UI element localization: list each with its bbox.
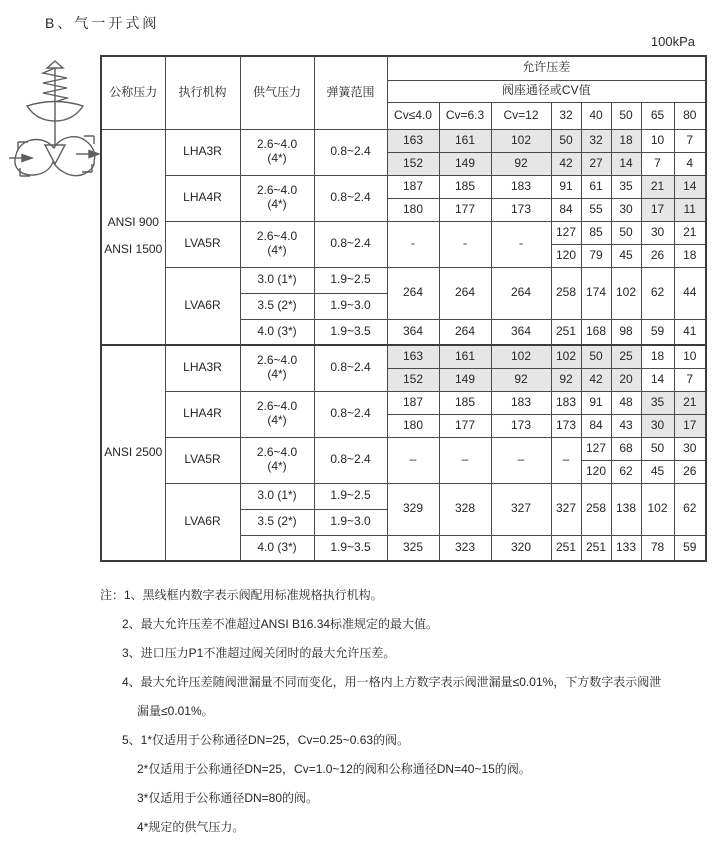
note-line: 5、1*仅适用于公称通径DN=25，Cv=0.25~0.63的阀。 [122,733,410,747]
value-cell: 14 [674,175,706,198]
actuator-cell: LHA4R [165,175,240,221]
value-cell: 92 [491,152,551,175]
value-cell: 98 [611,319,641,345]
value-cell: 50 [581,345,611,368]
supply-pressure-cell: 2.6~4.0 (4*) [240,437,314,483]
value-cell: 84 [581,414,611,437]
value-cell: 251 [551,319,581,345]
supply-pressure-cell: 2.6~4.0 (4*) [240,175,314,221]
supply-pressure-cell: 4.0 (3*) [240,535,314,561]
value-cell: 173 [491,414,551,437]
table-row [101,267,706,293]
actuator-cell: LHA4R [165,391,240,437]
value-cell: 50 [611,221,641,244]
note-line: 4、最大允许压差随阀泄漏量不同而变化，用一格内上方数字表示阀泄漏量≤0.01%，下方数字表示阀泄 [122,675,662,689]
value-cell: 177 [439,198,491,221]
value-cell: 133 [611,535,641,561]
supply-pressure-cell: 2.6~4.0 (4*) [240,221,314,267]
value-cell: 325 [387,535,439,561]
value-cell: 78 [641,535,674,561]
value-cell: 30 [611,198,641,221]
table-row [101,175,706,198]
value-cell: 92 [491,368,551,391]
value-cell: 102 [491,345,551,368]
header-allow-dp: 允许压差 [387,56,706,80]
actuator-cell: LVA6R [165,483,240,561]
note-line: 3*仅适用于公称通径DN=80的阀。 [137,791,319,805]
value-cell: 21 [674,221,706,244]
value-cell: 17 [641,198,674,221]
value-cell: 30 [641,414,674,437]
spring-range-cell: 0.8~2.4 [314,345,387,391]
header-supply: 供气压力 [240,56,314,129]
value-cell: 138 [611,483,641,535]
value-cell: 7 [641,152,674,175]
value-cell: 258 [581,483,611,535]
value-cell: 61 [581,175,611,198]
value-cell: 183 [491,175,551,198]
value-cell: 18 [641,345,674,368]
value-cell: 20 [611,368,641,391]
value-cell: 62 [674,483,706,535]
value-cell: 21 [674,391,706,414]
value-cell: 91 [581,391,611,414]
value-cell: 68 [611,437,641,460]
actuator-cell: LHA3R [165,129,240,175]
value-cell: 79 [581,244,611,267]
pressure-class-cell: ANSI 900 ANSI 1500 [101,129,165,345]
value-cell: 43 [611,414,641,437]
header-cv-col: 40 [581,102,611,129]
table-row [101,483,706,509]
value-cell: 50 [641,437,674,460]
supply-pressure-cell: 2.6~4.0 (4*) [240,345,314,391]
value-cell: 10 [641,129,674,152]
valve-schematic-icon [8,58,104,188]
value-cell: 50 [551,129,581,152]
value-cell: 25 [611,345,641,368]
supply-pressure-cell: 2.6~4.0 (4*) [240,391,314,437]
value-cell: 127 [581,437,611,460]
value-cell: 32 [581,129,611,152]
header-cv-col: Cv=6.3 [439,102,491,129]
value-cell: 42 [551,152,581,175]
value-cell: 180 [387,414,439,437]
spring-range-cell: 1.9~3.0 [314,293,387,319]
spring-range-cell: 0.8~2.4 [314,175,387,221]
note-line: 2、最大允许压差不准超过ANSI B16.34标准规定的最大值。 [122,617,439,631]
actuator-cell: LVA5R [165,437,240,483]
value-cell: 102 [641,483,674,535]
value-cell: 187 [387,175,439,198]
value-cell: 45 [611,244,641,267]
value-cell: 174 [581,267,611,319]
value-cell: 30 [674,437,706,460]
pressure-class-cell: ANSI 2500 [101,345,165,561]
value-cell: 10 [674,345,706,368]
value-cell: 183 [491,391,551,414]
value-cell: 62 [641,267,674,319]
header-pressure: 公称压力 [101,56,165,129]
table-row [101,129,706,152]
supply-pressure-cell: 3.0 (1*) [240,267,314,293]
value-cell: 4 [674,152,706,175]
spec-table [100,55,707,562]
value-cell: 42 [581,368,611,391]
value-cell: 185 [439,391,491,414]
value-cell: 320 [491,535,551,561]
value-cell: 149 [439,368,491,391]
header-cv-col: 50 [611,102,641,129]
value-cell: 91 [551,175,581,198]
value-cell: 127 [551,221,581,244]
value-cell: 364 [387,319,439,345]
value-cell: 264 [439,319,491,345]
value-cell: 59 [674,535,706,561]
value-cell: 187 [387,391,439,414]
value-cell: 328 [439,483,491,535]
value-cell: – [439,437,491,483]
value-cell: 44 [674,267,706,319]
value-cell: 35 [641,391,674,414]
value-cell: 173 [491,198,551,221]
value-cell: 120 [551,244,581,267]
spring-range-cell: 0.8~2.4 [314,391,387,437]
value-cell: 41 [674,319,706,345]
value-cell: 14 [641,368,674,391]
notes-section [100,588,700,849]
value-cell: 102 [611,267,641,319]
actuator-cell: LVA6R [165,267,240,345]
value-cell: – [551,437,581,483]
value-cell: 26 [641,244,674,267]
spring-range-cell: 1.9~2.5 [314,267,387,293]
table-row [101,437,706,460]
value-cell: 48 [611,391,641,414]
value-cell: 327 [491,483,551,535]
value-cell: 92 [551,368,581,391]
value-cell: 11 [674,198,706,221]
table-row [101,391,706,414]
value-cell: 17 [674,414,706,437]
note-line: 2*仅适用于公称通径DN=25，Cv=1.0~12的阀和公称通径DN=40~15的阀。 [137,762,531,776]
table-row [101,345,706,368]
note-line: 3、进口压力P1不准超过阀关闭时的最大允许压差。 [122,646,396,660]
value-cell: - [439,221,491,267]
value-cell: 177 [439,414,491,437]
value-cell: 152 [387,152,439,175]
spring-range-cell: 1.9~3.5 [314,319,387,345]
note-line: 4*规定的供气压力。 [137,820,245,834]
table-row [101,221,706,244]
value-cell: 7 [674,129,706,152]
value-cell: 21 [641,175,674,198]
value-cell: 27 [581,152,611,175]
spring-range-cell: 1.9~3.0 [314,509,387,535]
supply-pressure-cell: 3.0 (1*) [240,483,314,509]
value-cell: 62 [611,460,641,483]
value-cell: 258 [551,267,581,319]
value-cell: 30 [641,221,674,244]
value-cell: 59 [641,319,674,345]
value-cell: 168 [581,319,611,345]
value-cell: 163 [387,129,439,152]
spring-range-cell: 0.8~2.4 [314,221,387,267]
value-cell: 149 [439,152,491,175]
value-cell: 185 [439,175,491,198]
note-line: 漏量≤0.01%。 [137,704,214,718]
value-cell: 264 [439,267,491,319]
value-cell: 55 [581,198,611,221]
value-cell: - [387,221,439,267]
value-cell: 84 [551,198,581,221]
value-cell: 364 [491,319,551,345]
value-cell: 327 [551,483,581,535]
value-cell: 45 [641,460,674,483]
header-cv-col: 80 [674,102,706,129]
actuator-cell: LHA3R [165,345,240,391]
page-title: B、气一开式阀 [45,15,160,31]
header-spring: 弹簧范围 [314,56,387,129]
value-cell: 18 [674,244,706,267]
value-cell: 152 [387,368,439,391]
value-cell: 163 [387,345,439,368]
value-cell: – [387,437,439,483]
value-cell: 183 [551,391,581,414]
header-cv-col: 65 [641,102,674,129]
value-cell: 35 [611,175,641,198]
value-cell: 251 [581,535,611,561]
actuator-cell: LVA5R [165,221,240,267]
value-cell: 251 [551,535,581,561]
supply-pressure-cell: 4.0 (3*) [240,319,314,345]
value-cell: - [491,221,551,267]
note-line: 注：1、黑线框内数字表示阀配用标准规格执行机构。 [100,588,383,602]
value-cell: 102 [551,345,581,368]
value-cell: 323 [439,535,491,561]
value-cell: 85 [581,221,611,244]
spring-range-cell: 1.9~3.5 [314,535,387,561]
spring-range-cell: 0.8~2.4 [314,129,387,175]
value-cell: 102 [491,129,551,152]
spring-range-cell: 0.8~2.4 [314,437,387,483]
value-cell: 161 [439,345,491,368]
value-cell: 26 [674,460,706,483]
header-seat-cv: 阀座通径或CV值 [387,80,706,102]
value-cell: 264 [387,267,439,319]
unit-label: 100kPa [650,34,695,49]
value-cell: 18 [611,129,641,152]
header-cv-col: Cv≤4.0 [387,102,439,129]
value-cell: 180 [387,198,439,221]
supply-pressure-cell: 2.6~4.0 (4*) [240,129,314,175]
value-cell: 7 [674,368,706,391]
header-cv-col: Cv=12 [491,102,551,129]
value-cell: 264 [491,267,551,319]
supply-pressure-cell: 3.5 (2*) [240,293,314,319]
header-cv-col: 32 [551,102,581,129]
value-cell: 329 [387,483,439,535]
value-cell: 120 [581,460,611,483]
spring-range-cell: 1.9~2.5 [314,483,387,509]
value-cell: 173 [551,414,581,437]
header-actuator: 执行机构 [165,56,240,129]
supply-pressure-cell: 3.5 (2*) [240,509,314,535]
value-cell: – [491,437,551,483]
value-cell: 14 [611,152,641,175]
value-cell: 161 [439,129,491,152]
